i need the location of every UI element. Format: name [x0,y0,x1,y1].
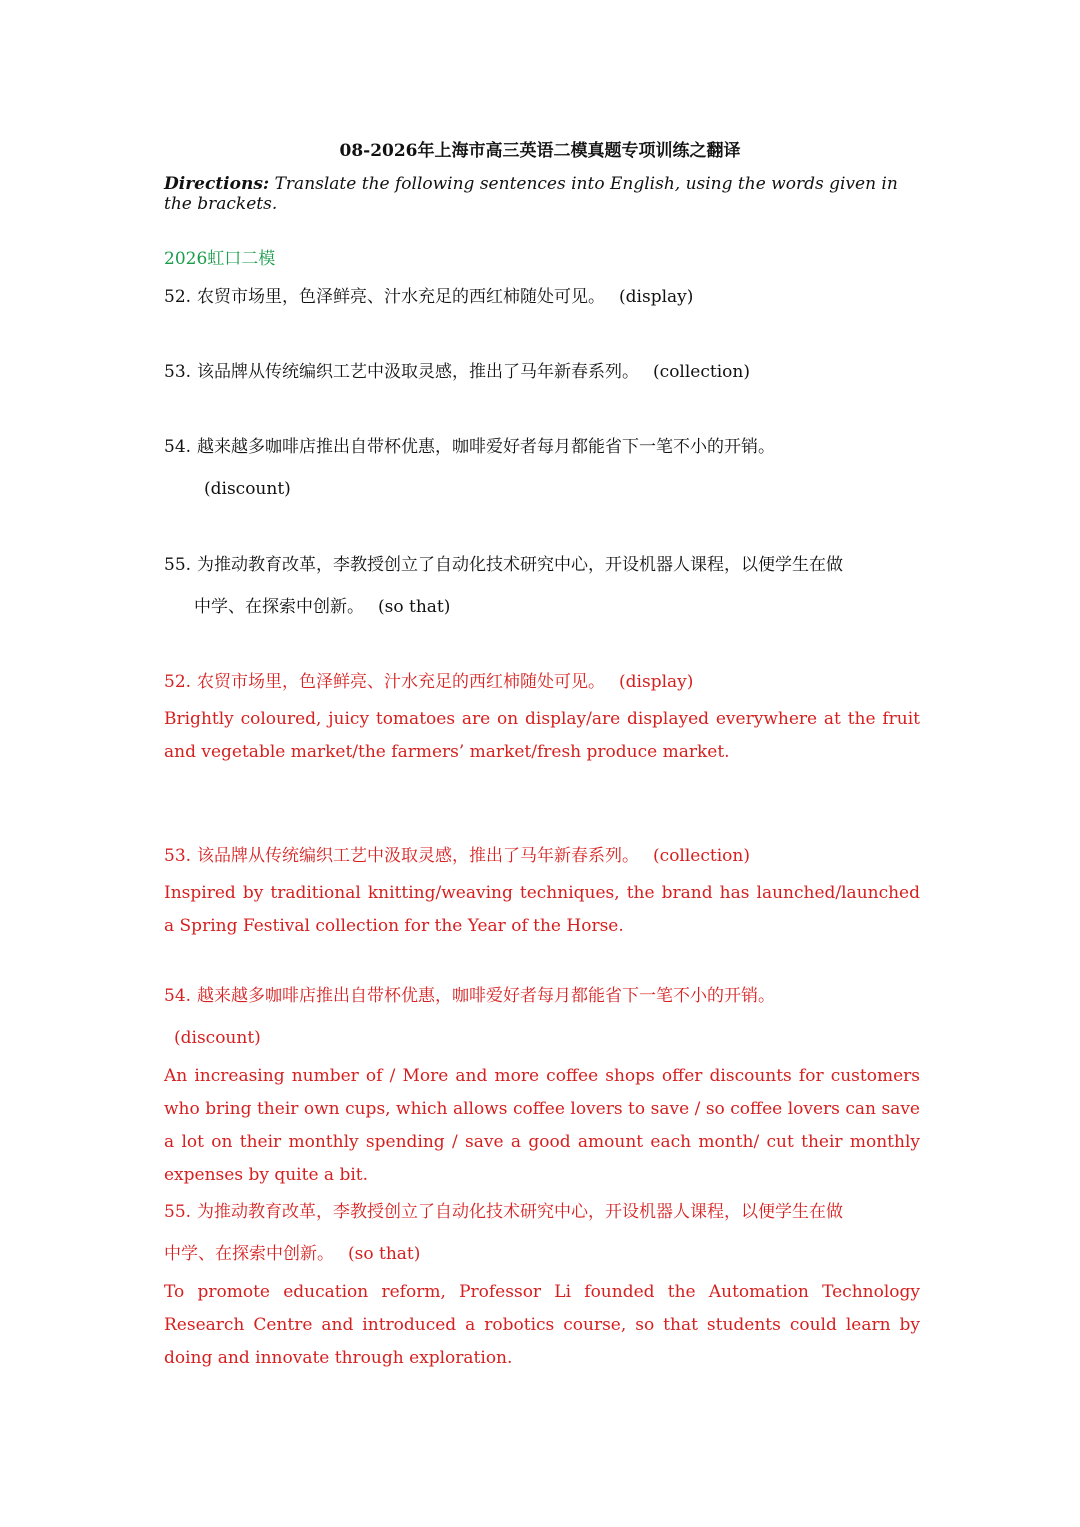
answer-question-53 [164,835,920,877]
question-text-cont: 中学、在探索中创新。 [194,597,364,617]
question-52 [164,276,920,318]
question-number: 53. [164,362,192,382]
question-53 [164,351,920,393]
question-text: 农贸市场里，色泽鲜亮、汁水充足的西红柿随处可见。 [197,287,606,307]
question-number: 54. [164,437,192,457]
document-title: 08-2026年上海市高三英语二模真题专项训练之翻译 [339,141,741,161]
answer-54-text: An increasing number of / More and more coffee shops offer discounts for customers who bring their own cups, which allows coffee lovers to save / so coffee lovers can save a lot on their monthly spending / save a good amount each month/ cut their monthly expenses by quite a bit. [164,1066,920,1185]
answer-55-text: To promote education reform, Professor Li founded the Automation Technology Research Centre and introduced a robotics course, so that students could learn by doing and innovate through exploration. [164,1282,920,1368]
directions-text: Translate the following sentences into English, using the words given in the brackets. [164,174,898,214]
answer-question-text: 为推动教育改革，李教授创立了自动化技术研究中心，开设机器人课程，以便学生在做 [197,1202,844,1222]
answer-53-text: Inspired by traditional knitting/weaving techniques, the brand has launched/launched a Spring Festival collection for the Year of the Horse. [164,883,920,936]
answer-question-text: 农贸市场里，色泽鲜亮、汁水充足的西红柿随处可见。 [197,672,606,692]
question-55 [164,544,920,628]
answer-question-keyword: (display) [619,672,694,692]
question-keyword: (display) [619,287,694,307]
answer-question-55 [164,1191,920,1275]
directions-label: Directions: [164,174,270,194]
question-number: 55. [164,555,192,575]
answer-number: 53. [164,846,192,866]
section-heading: 2026虹口二模 [164,249,276,269]
question-number: 52. [164,287,192,307]
answer-number: 54. [164,986,192,1006]
question-text: 该品牌从传统编织工艺中汲取灵感，推出了马年新春系列。 [197,362,640,382]
question-keyword: (discount) [204,479,291,499]
directions [164,174,920,214]
question-54 [164,426,920,510]
answer-number: 52. [164,672,192,692]
answer-question-text-cont: 中学、在探索中创新。 [164,1244,334,1264]
answer-question-keyword: (collection) [653,846,750,866]
question-keyword: (so that) [378,597,451,617]
answer-question-keyword: (so that) [348,1244,421,1264]
answer-question-keyword: (discount) [174,1028,261,1048]
answer-52-text: Brightly coloured, juicy tomatoes are on display/are displayed everywhere at the fruit and vegetable market/the farmers’ market/fresh produce market. [164,709,920,762]
answer-number: 55. [164,1202,192,1222]
question-keyword: (collection) [653,362,750,382]
answer-question-52 [164,661,920,703]
question-text: 越来越多咖啡店推出自带杯优惠，咖啡爱好者每月都能省下一笔不小的开销。 [197,437,776,457]
answer-question-54 [164,975,920,1059]
answer-question-text: 该品牌从传统编织工艺中汲取灵感，推出了马年新春系列。 [197,846,640,866]
answer-question-text: 越来越多咖啡店推出自带杯优惠，咖啡爱好者每月都能省下一笔不小的开销。 [197,986,776,1006]
question-text: 为推动教育改革，李教授创立了自动化技术研究中心，开设机器人课程，以便学生在做 [197,555,844,575]
